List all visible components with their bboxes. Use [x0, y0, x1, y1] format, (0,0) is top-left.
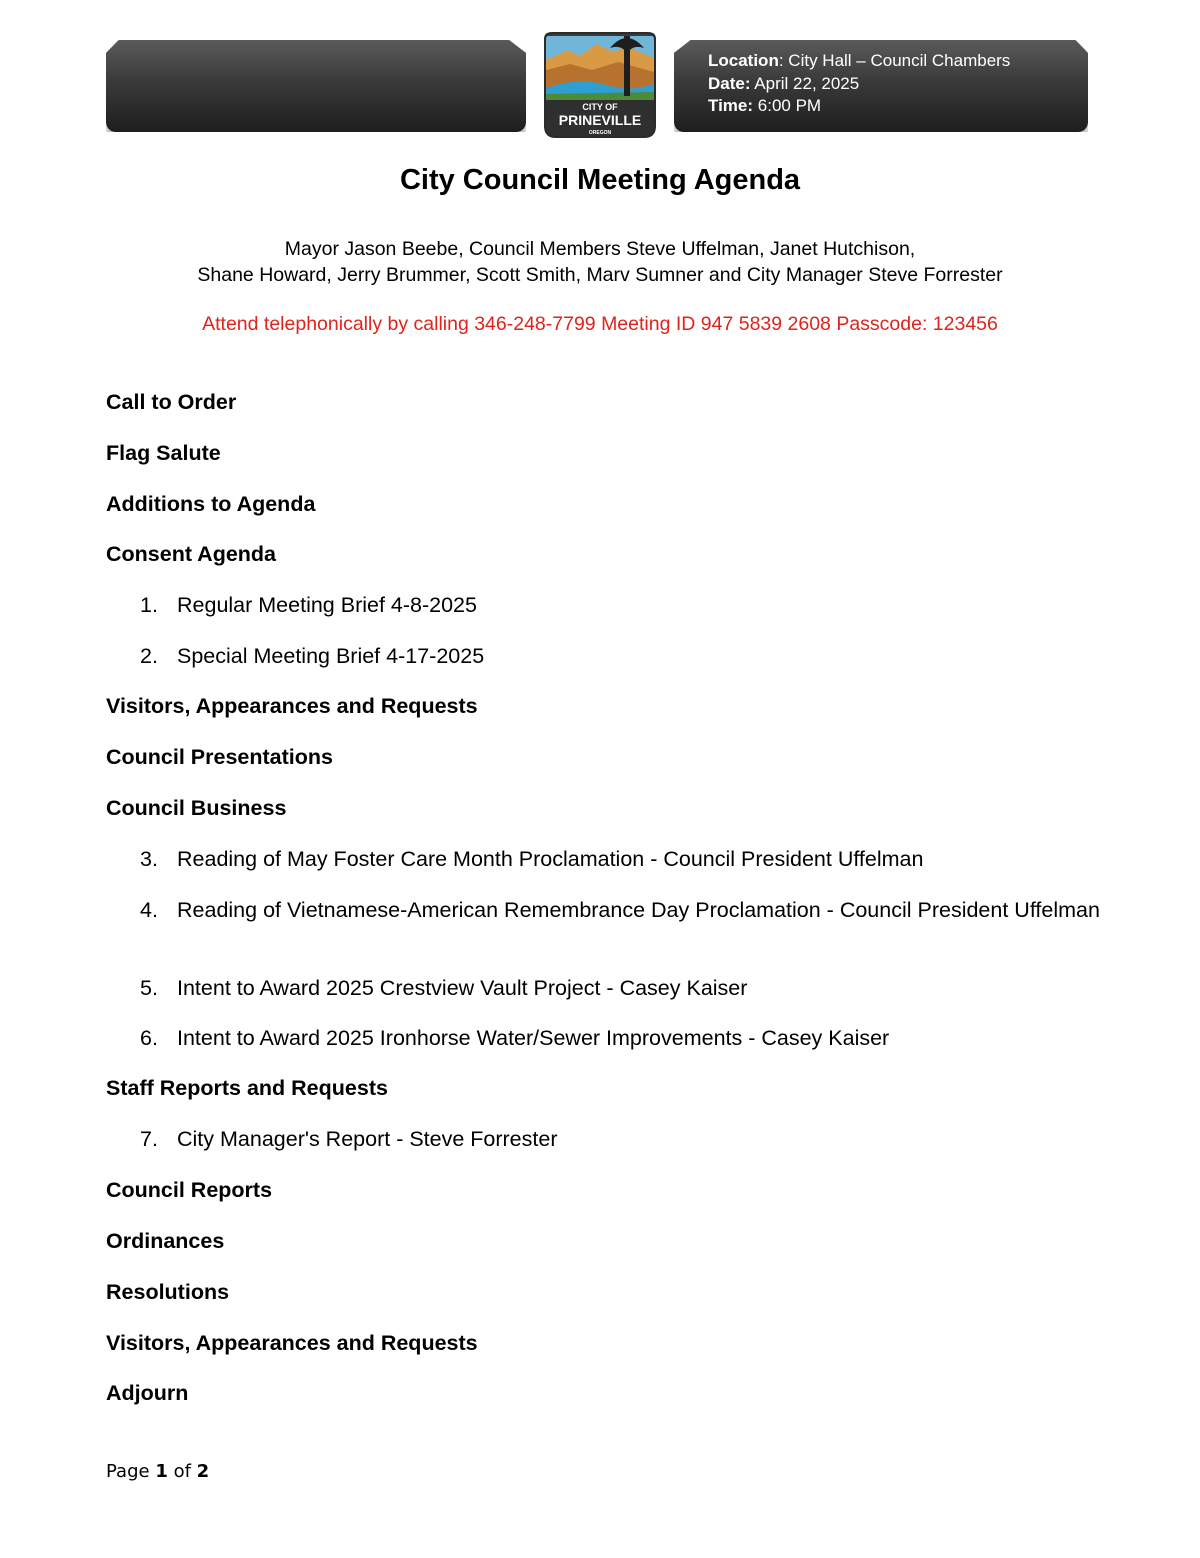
list-item — [140, 975, 1100, 1002]
phone-note: Attend telephonically by calling 346-248-7799 Meeting ID 947 5839 2608 Passcode: 123456 — [202, 313, 998, 335]
heading-additions: Additions to Agenda — [106, 492, 316, 516]
item-number: 3. — [140, 847, 158, 871]
item-text: Intent to Award 2025 Crestview Vault Project - Casey Kaiser — [177, 976, 748, 1000]
logo-line1: CITY OF — [582, 102, 618, 112]
location-line: Location: City Hall – Council Chambers — [708, 51, 1011, 70]
list-item — [140, 592, 1100, 619]
item-text: Reading of May Foster Care Month Proclamation - Council President Uffelman — [177, 847, 924, 871]
heading-staff-reports: Staff Reports and Requests — [106, 1076, 388, 1100]
heading-visitors: Visitors, Appearances and Requests — [106, 694, 478, 718]
list-item — [140, 1025, 1100, 1052]
heading-consent-agenda: Consent Agenda — [106, 542, 277, 566]
heading-ordinances: Ordinances — [106, 1229, 225, 1253]
logo-line2: PRINEVILLE — [558, 112, 642, 128]
attendees — [0, 236, 1200, 288]
date-line: Date: April 22, 2025 — [708, 73, 860, 93]
item-number: 5. — [140, 976, 158, 1000]
header-banner-left — [106, 40, 526, 132]
attendees-line1: Mayor Jason Beebe, Council Members Steve Uffelman, Janet Hutchison, — [284, 238, 916, 260]
heading-resolutions: Resolutions — [106, 1280, 230, 1304]
item-number: 6. — [140, 1026, 158, 1050]
list-item — [140, 643, 1100, 670]
heading-call-to-order: Call to Order — [106, 390, 237, 414]
item-text: Intent to Award 2025 Ironhorse Water/Sewer Improvements - Casey Kaiser — [177, 1026, 890, 1050]
item-number: 4. — [140, 898, 158, 922]
logo-line3: OREGON — [588, 130, 612, 136]
item-text: Regular Meeting Brief 4-8-2025 — [177, 593, 477, 617]
heading-council-reports: Council Reports — [106, 1178, 273, 1202]
attendees-line2: Shane Howard, Jerry Brummer, Scott Smith, Marv Sumner and City Manager Steve Forrester — [197, 264, 1003, 286]
heading-presentations: Council Presentations — [106, 745, 333, 769]
heading-adjourn: Adjourn — [106, 1381, 189, 1405]
meeting-info — [708, 50, 1010, 118]
list-item — [140, 1126, 1100, 1153]
heading-flag-salute: Flag Salute — [106, 441, 221, 465]
city-logo — [540, 30, 660, 142]
heading-visitors-2: Visitors, Appearances and Requests — [106, 1331, 478, 1355]
list-item — [140, 846, 1100, 873]
heading-council-business: Council Business — [106, 796, 287, 820]
page-number: Page 1 of 2 — [106, 1461, 210, 1482]
list-item — [140, 897, 1100, 924]
page-title: City Council Meeting Agenda — [399, 164, 801, 196]
item-text: Special Meeting Brief 4-17-2025 — [177, 644, 485, 668]
time-line: Time: 6:00 PM — [708, 96, 822, 115]
item-number: 7. — [140, 1127, 158, 1151]
item-number: 2. — [140, 644, 158, 668]
item-text: Reading of Vietnamese-American Remembrance Day Proclamation - Council President Uffelman — [177, 898, 1100, 922]
item-text: City Manager's Report - Steve Forrester — [177, 1127, 558, 1151]
item-number: 1. — [140, 593, 158, 617]
